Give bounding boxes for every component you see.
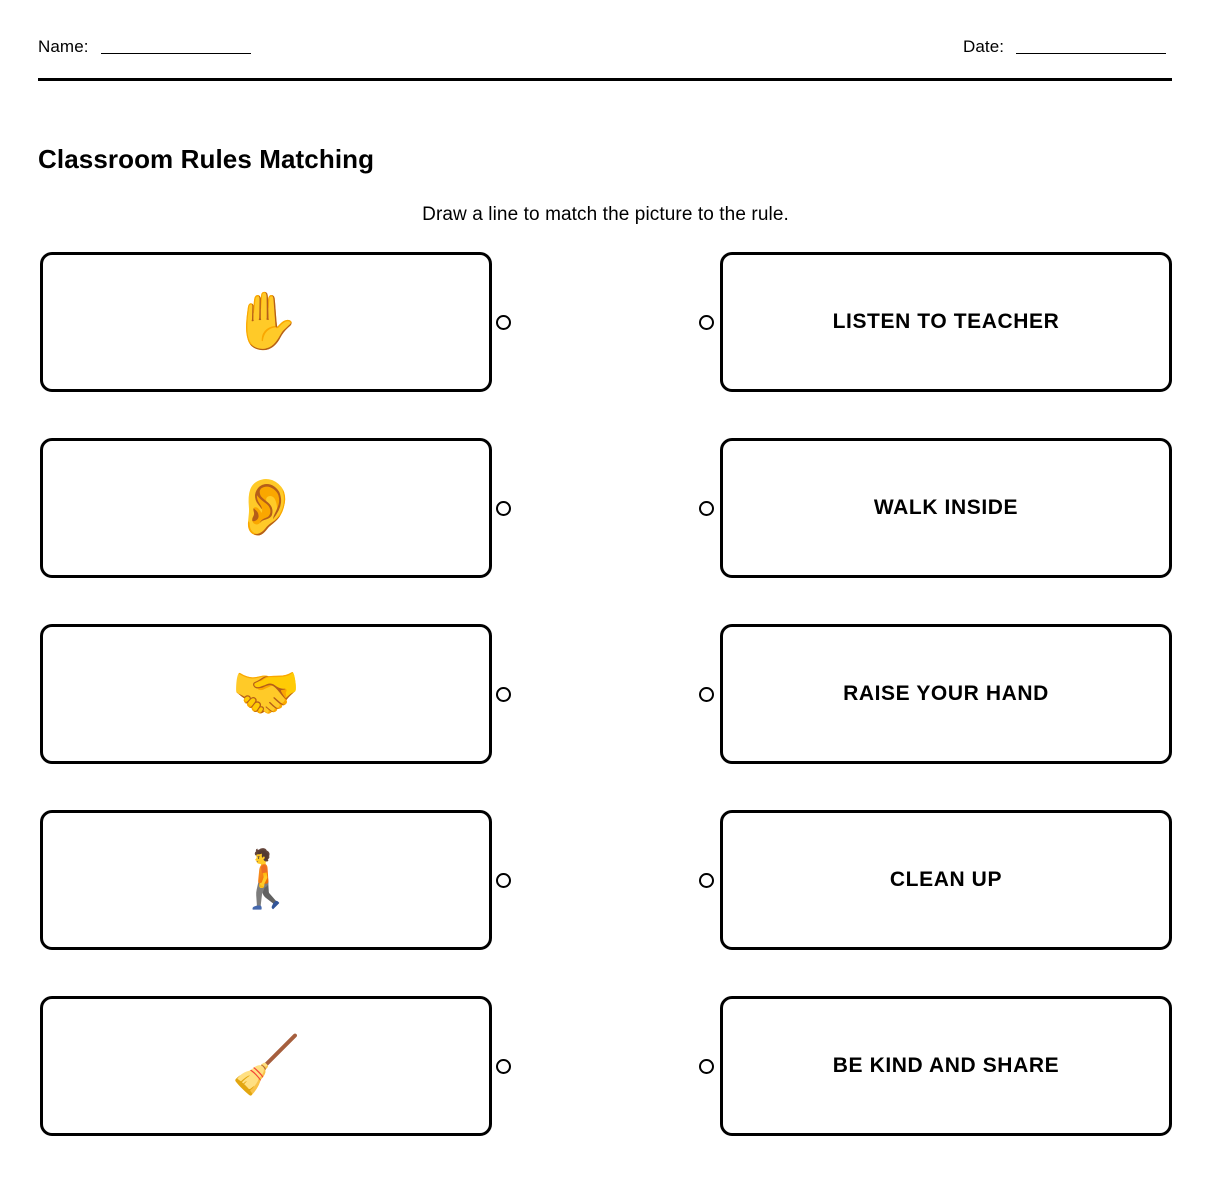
match-row [0,810,1211,950]
ear-icon: 👂 [231,475,301,540]
connector-dot-right[interactable] [699,687,714,702]
picture-box[interactable] [40,810,492,950]
connector-dot-left[interactable] [496,1059,511,1074]
broom-icon: 🧹 [231,1033,301,1098]
picture-box[interactable] [40,252,492,392]
connector-dot-right[interactable] [699,315,714,330]
connector-dot-right[interactable] [699,501,714,516]
raised-hand-icon: ✋ [231,289,301,354]
match-row [0,252,1211,392]
date-label: Date: [963,37,1005,56]
rule-label: WALK INSIDE [873,496,1019,519]
connector-dot-left[interactable] [496,687,511,702]
match-row [0,624,1211,764]
picture-box[interactable] [40,438,492,578]
name-label: Name: [38,37,89,56]
rule-box[interactable] [720,438,1172,578]
rule-box[interactable] [720,810,1172,950]
page-title: Classroom Rules Matching [38,144,375,175]
connector-dot-left[interactable] [496,873,511,888]
matching-area [0,252,1211,1136]
date-field-group [963,37,1166,57]
connector-dot-left[interactable] [496,315,511,330]
handshake-icon: 🤝 [231,661,301,726]
picture-box[interactable] [40,624,492,764]
rule-box[interactable] [720,996,1172,1136]
person-walking-icon: 🚶 [231,847,301,912]
date-input-line[interactable] [1016,53,1166,54]
connector-dot-right[interactable] [699,1059,714,1074]
match-row [0,996,1211,1136]
name-field-group [38,37,251,57]
name-input-line[interactable] [101,53,251,54]
rule-label: CLEAN UP [889,868,1003,891]
picture-box[interactable] [40,996,492,1136]
header-divider [38,78,1172,81]
connector-dot-left[interactable] [496,501,511,516]
match-row [0,438,1211,578]
rule-label: BE KIND AND SHARE [832,1054,1060,1077]
rule-box[interactable] [720,252,1172,392]
connector-dot-right[interactable] [699,873,714,888]
instructions-text: Draw a line to match the picture to the rule. [422,204,789,225]
rule-label: LISTEN TO TEACHER [832,310,1060,333]
rule-box[interactable] [720,624,1172,764]
worksheet-header [0,0,1211,88]
rule-label: RAISE YOUR HAND [843,682,1049,705]
